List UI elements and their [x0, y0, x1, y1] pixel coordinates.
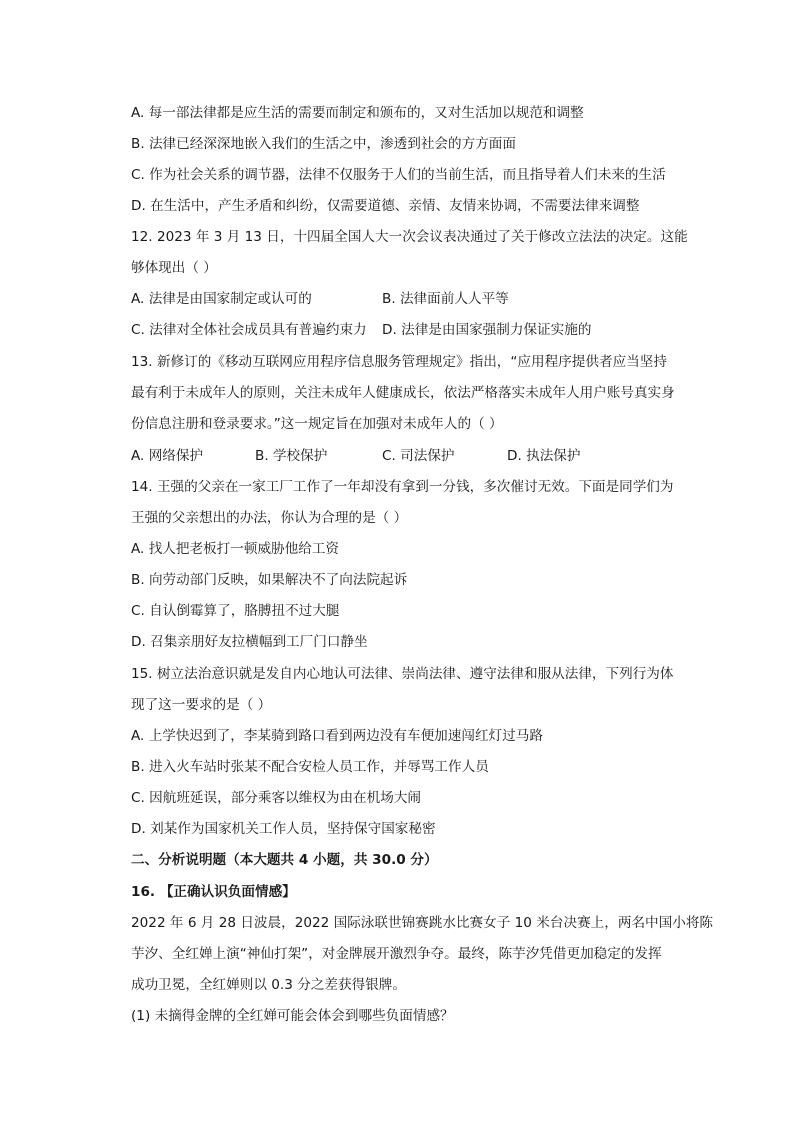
- q13-stem-line-3: 份信息注册和登录要求。”这一规定旨在加强对未成年人的（ ）: [131, 416, 503, 432]
- q12-option-d: D. 法律是由国家强制力保证实施的: [382, 322, 592, 338]
- q14-option-b: B. 向劳动部门反映，如果解决不了向法院起诉: [131, 572, 408, 588]
- q15-stem-line-2: 现了这一要求的是（ ）: [131, 697, 272, 713]
- q14-option-c: C. 自认倒霉算了，胳膊扭不过大腿: [131, 603, 340, 619]
- q11-option-d: D. 在生活中，产生矛盾和纠纷，仅需要道德、亲情、友情来协调，不需要法律来调整: [131, 198, 640, 214]
- q14-option-d: D. 召集亲朋好友拉横幅到工厂门口静坐: [131, 634, 368, 650]
- q12-stem-line-2: 够体现出（ ）: [131, 260, 217, 276]
- q15-stem-line-1: 15. 树立法治意识就是发自内心地认可法律、崇尚法律、遵守法律和服从法律，下列行为体: [131, 666, 674, 682]
- q15-option-c: C. 因航班延误，部分乘客以维权为由在机场大闹: [131, 790, 422, 806]
- q13-option-c: C. 司法保护: [382, 448, 455, 464]
- q13-option-a: A. 网络保护: [131, 448, 204, 464]
- q13-stem-line-1: 13. 新修订的《移动互联网应用程序信息服务管理规定》指出，“应用程序提供者应当坚持: [131, 354, 667, 370]
- q12-option-c: C. 法律对全体社会成员具有普遍约束力: [131, 322, 367, 338]
- q15-option-b: B. 进入火车站时张某不配合安检人员工作，并辱骂工作人员: [131, 759, 489, 775]
- q12-stem-line-1: 12. 2023 年 3 月 13 日，十四届全国人大一次会议表决通过了关于修改立法法的决定。这能: [131, 229, 688, 245]
- q15-option-a: A. 上学快迟到了，李某骑到路口看到两边没有车便加速闯红灯过马路: [131, 728, 543, 744]
- q16-subquestion-1: (1) 未摘得金牌的全红婵可能会体会到哪些负面情感？: [131, 1008, 454, 1024]
- q11-option-b: B. 法律已经深深地嵌入我们的生活之中，渗透到社会的方方面面: [131, 136, 516, 152]
- q11-option-a: A. 每一部法律都是应生活的需要而制定和颁布的，又对生活加以规范和调整: [131, 105, 584, 121]
- q14-stem-line-2: 王强的父亲想出的办法，你认为合理的是（ ）: [131, 510, 408, 526]
- q14-option-a: A. 找人把老板打一顿威胁他给工资: [131, 541, 340, 557]
- q15-option-d: D. 刘某作为国家机关工作人员，坚持保守国家秘密: [131, 821, 436, 837]
- q16-material-line-3: 成功卫冕，全红婵则以 0.3 分之差获得银牌。: [131, 977, 406, 993]
- q13-option-d: D. 执法保护: [507, 448, 581, 464]
- q11-option-c: C. 作为社会关系的调节器，法律不仅服务于人们的当前生活，而且指导着人们未来的生活: [131, 167, 666, 183]
- section-heading: 二、分析说明题（本大题共 4 小题，共 30.0 分）: [131, 852, 438, 868]
- q16-material-line-1: 2022 年 6 月 28 日波晨，2022 国际泳联世锦赛跳水比赛女子 10 米台决赛上，两名中国小将陈: [131, 915, 713, 931]
- q14-stem-line-1: 14. 王强的父亲在一家工厂工作了一年却没有拿到一分钱，多次催讨无效。下面是同学们为: [131, 479, 674, 495]
- q16-material-line-2: 芋汐、全红婵上演“神仙打架”，对金牌展开激烈争夺。最终，陈芋汐凭借更加稳定的发挥: [131, 946, 662, 962]
- q12-option-b: B. 法律面前人人平等: [382, 291, 509, 307]
- q12-option-a: A. 法律是由国家制定或认可的: [131, 291, 312, 307]
- q13-option-b: B. 学校保护: [255, 448, 328, 464]
- q13-stem-line-2: 最有利于未成年人的原则，关注未成年人健康成长，依法严格落实未成年人用户账号真实身: [131, 385, 675, 401]
- q16-title: 16. 【正确认识负面情感】: [131, 884, 296, 900]
